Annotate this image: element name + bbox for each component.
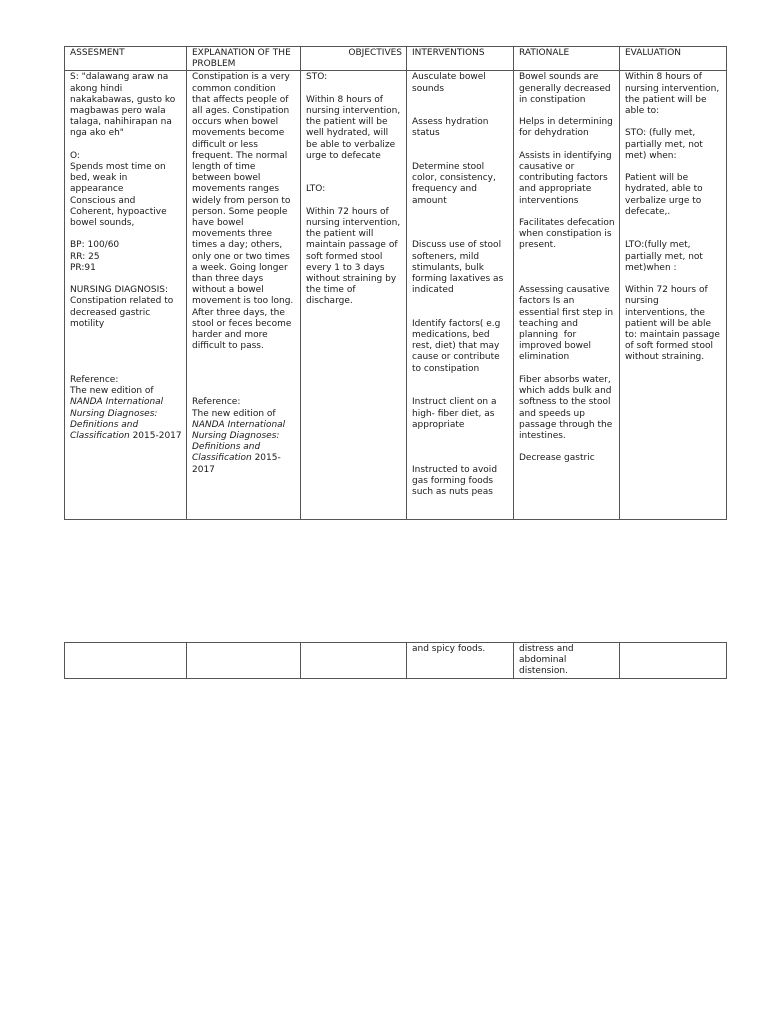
continued-interventions-cell: and spicy foods.	[407, 643, 514, 679]
assessment-reference-title: NANDA International Nursing Diagnoses: Definitions and Classification	[70, 397, 167, 441]
continued-objectives-cell	[301, 643, 407, 679]
explanation-reference-label: Reference:	[192, 397, 241, 408]
header-rationale: RATIONALE	[514, 47, 620, 71]
continued-evaluation-cell	[620, 643, 727, 679]
assessment-reference-label: Reference:	[70, 374, 119, 385]
header-interventions: INTERVENTIONS	[407, 47, 514, 71]
care-plan-table	[64, 46, 727, 520]
rationale-cell: Bowel sounds are generally decreased in constipation Helps in determining for dehydration Assists in identifying causative or contributing factors and appropriate interventions Facilitates defecation when constipation is present. Assessing causative factors Is an essential first step in teaching and planning for improved bowel elimination Fiber absorbs water, which adds bulk and softness to the stool and speeds up passage through the intestines. Decrease gastric	[514, 71, 620, 520]
assessment-cell	[65, 71, 187, 520]
header-evaluation: EVALUATION	[620, 47, 727, 71]
body-row	[65, 71, 727, 520]
continued-explanation-cell	[187, 643, 301, 679]
explanation-reference-title: NANDA International Nursing Diagnoses: Definitions and Classification	[192, 419, 289, 464]
interventions-cell: Ausculate bowel sounds Assess hydration status Determine stool color, consistency, frequency and amount Discuss use of stool softeners, mild stimulants, bulk forming laxatives as indicated Identify factors( e.g medications, bed rest, diet) that may cause or contribute to constipation Instruct client on a high- fiber diet, as appropriate Instructed to avoid gas forming foods such as nuts peas	[407, 71, 514, 520]
header-assessment: ASSESMENT	[65, 47, 187, 71]
header-row	[65, 47, 727, 71]
header-explanation: EXPLANATION OF THE PROBLEM	[187, 47, 301, 71]
continued-assessment-cell	[65, 643, 187, 679]
header-objectives: OBJECTIVES	[301, 47, 407, 71]
subjective-data: S: "dalawang araw na akong hindi nakakabawas, gusto ko magbawas pero wala talaga, nahihirapan na nga ako eh"	[70, 72, 179, 139]
explanation-text: Constipation is a very common condition that affects people of all ages. Constipation occurs when bowel movements become difficult or less frequent. The normal length of time between bowel movements ranges widely from person to person. Some people have bowel movements three times a day; others, only one or two times a week. Going longer than three days without a bowel movement is too long. After three days, the stool or feces become harder and more difficult to pass.	[192, 72, 297, 352]
continued-rationale-cell: distress and abdominal distension.	[514, 643, 620, 679]
care-plan-table-continued	[64, 642, 727, 679]
explanation-cell	[187, 71, 301, 520]
assessment-reference-text: The new edition of NANDA International Nursing Diagnoses: Definitions and Classification 2015-2017	[70, 386, 182, 441]
continued-row	[65, 643, 727, 679]
objectives-cell: STO: Within 8 hours of nursing intervention, the patient will be well hydrated, will be able to verbalize urge to defecate LTO: Within 72 hours of nursing intervention, the patient will maintain passage of soft formed stool every 1 to 3 days without straining by the time of discharge.	[301, 71, 407, 520]
objective-data: O: Spends most time on bed, weak in appearance Conscious and Coherent, hypoactive bowel sounds, BP: 100/60 RR: 25 PR:91 NURSING DIAGNOSIS: Constipation related to decreased gastric motility	[70, 150, 174, 329]
evaluation-cell: Within 8 hours of nursing intervention, the patient will be able to: STO: (fully met, partially met, not met) when: Patient will be hydrated, able to verbalize urge to defecate,. LTO:(fully met, partially met, not met)when : Within 72 hours of nursing interventions, the patient will be able to: maintain passage of soft formed stool without straining.	[620, 71, 727, 520]
explanation-reference-text: The new edition of NANDA International Nursing Diagnoses: Definitions and Classification 2015-2017	[192, 408, 289, 475]
